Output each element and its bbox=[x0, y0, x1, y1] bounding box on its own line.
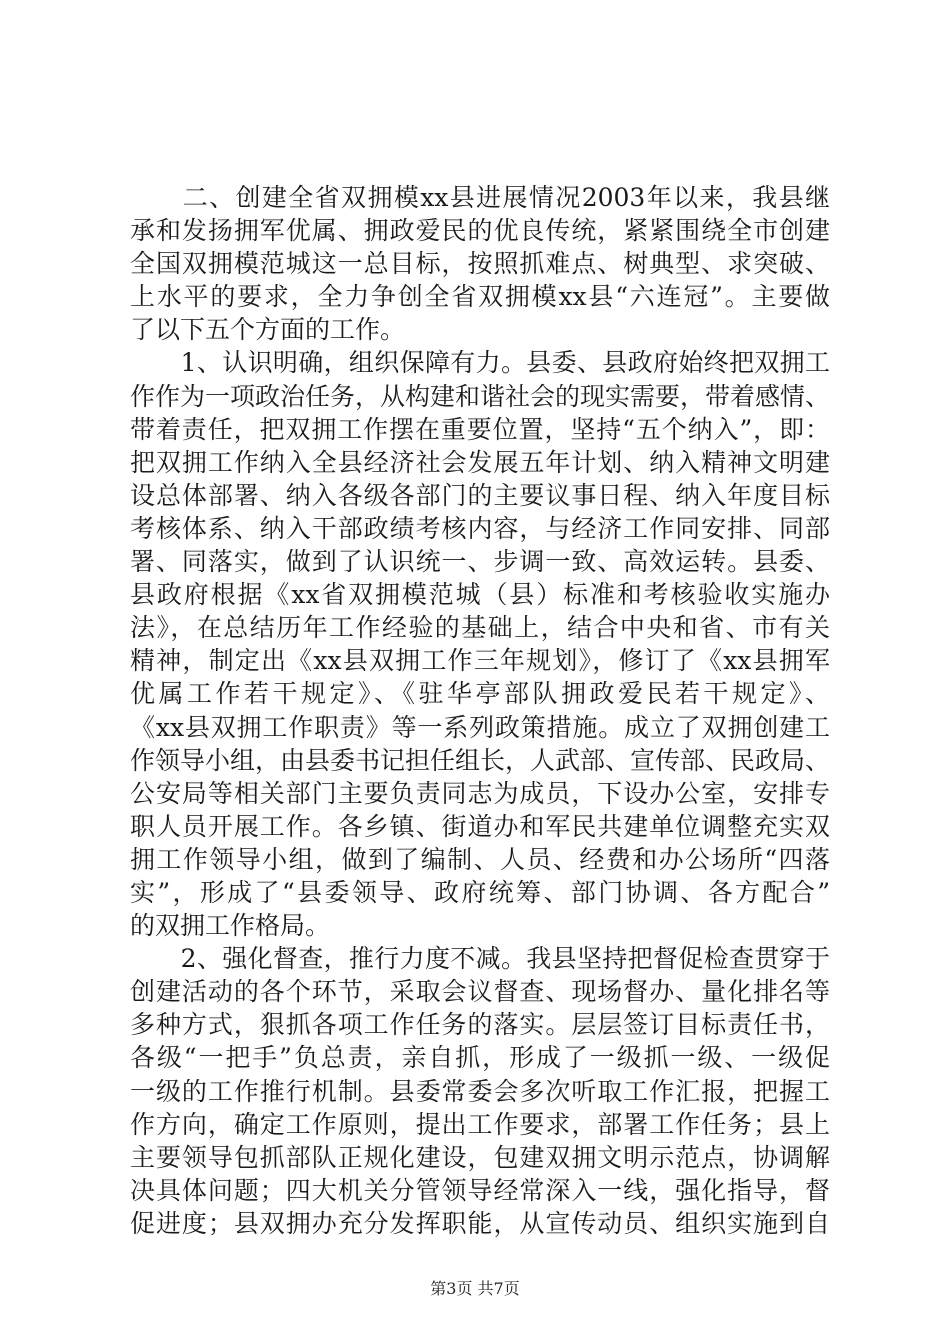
text-line: 署、同落实，做到了认识统一、步调一致、高效运转。县委、 bbox=[130, 547, 830, 577]
text-line: 上水平的要求，全力争创全省双拥模xx县“六连冠”。主要做 bbox=[130, 282, 830, 312]
text-line: 县政府根据《xx省双拥模范城（县）标准和考核验收实施办 bbox=[130, 580, 830, 610]
text-line: 考核体系、纳入干部政绩考核内容，与经济工作同安排、同部 bbox=[130, 513, 830, 543]
text-line: 1、认识明确，组织保障有力。县委、县政府始终把双拥工 bbox=[130, 348, 830, 378]
text-line: 承和发扬拥军优属、拥政爱民的优良传统，紧紧围绕全市创建 bbox=[130, 216, 830, 246]
text-line: 把双拥工作纳入全县经济社会发展五年计划、纳入精神文明建 bbox=[130, 447, 830, 477]
text-line: 全国双拥模范城这一总目标，按照抓难点、树典型、求突破、 bbox=[130, 249, 830, 279]
text-line: 各级“一把手”负总责，亲自抓，形成了一级抓一级、一级促 bbox=[130, 1043, 830, 1073]
text-line: 的双拥工作格局。 bbox=[130, 911, 331, 941]
text-line: 公安局等相关部门主要负责同志为成员，下设办公室，安排专 bbox=[130, 778, 830, 808]
text-line: 拥工作领导小组，做到了编制、人员、经费和办公场所“四落 bbox=[130, 844, 830, 874]
text-line: 作方向，确定工作原则，提出工作要求，部署工作任务；县上 bbox=[130, 1109, 830, 1139]
text-line: 了以下五个方面的工作。 bbox=[130, 315, 406, 345]
text-line: 促进度；县双拥办充分发挥职能，从宣传动员、组织实施到自 bbox=[130, 1208, 830, 1238]
text-line: 作领导小组，由县委书记担任组长，人武部、宣传部、民政局、 bbox=[130, 745, 830, 775]
text-line: 《xx县双拥工作职责》等一系列政策措施。成立了双拥创建工 bbox=[130, 712, 830, 742]
body-text bbox=[130, 181, 830, 1240]
text-line: 作作为一项政治任务，从构建和谐社会的现实需要，带着感情、 bbox=[130, 381, 830, 411]
text-line: 精神，制定出《xx县双拥工作三年规划》，修订了《xx县拥军 bbox=[130, 646, 830, 676]
text-line: 主要领导包抓部队正规化建设，包建双拥文明示范点，协调解 bbox=[130, 1142, 830, 1172]
text-line: 决具体问题；四大机关分管领导经常深入一线，强化指导，督 bbox=[130, 1175, 830, 1205]
text-line: 法》，在总结历年工作经验的基础上，结合中央和省、市有关 bbox=[130, 613, 830, 643]
text-line: 创建活动的各个环节，采取会议督查、现场督办、量化排名等 bbox=[130, 977, 830, 1007]
text-line: 一级的工作推行机制。县委常委会多次听取工作汇报，把握工 bbox=[130, 1076, 830, 1106]
text-line: 2、强化督查，推行力度不减。我县坚持把督促检查贯穿于 bbox=[130, 944, 830, 974]
text-line: 多种方式，狠抓各项工作任务的落实。层层签订目标责任书， bbox=[130, 1010, 830, 1040]
text-line: 设总体部署、纳入各级各部门的主要议事日程、纳入年度目标 bbox=[130, 480, 830, 510]
page-footer: 第3页 共7页 bbox=[430, 1279, 520, 1298]
text-line: 实”，形成了“县委领导、政府统筹、部门协调、各方配合” bbox=[130, 877, 830, 907]
text-line: 带着责任，把双拥工作摆在重要位置，坚持“五个纳入”，即： bbox=[130, 414, 830, 444]
text-line: 职人员开展工作。各乡镇、街道办和军民共建单位调整充实双 bbox=[130, 811, 830, 841]
text-line: 二、创建全省双拥模xx县进展情况2003年以来，我县继 bbox=[130, 183, 830, 212]
text-line: 优属工作若干规定》、《驻华亭部队拥政爱民若干规定》、 bbox=[130, 679, 830, 709]
